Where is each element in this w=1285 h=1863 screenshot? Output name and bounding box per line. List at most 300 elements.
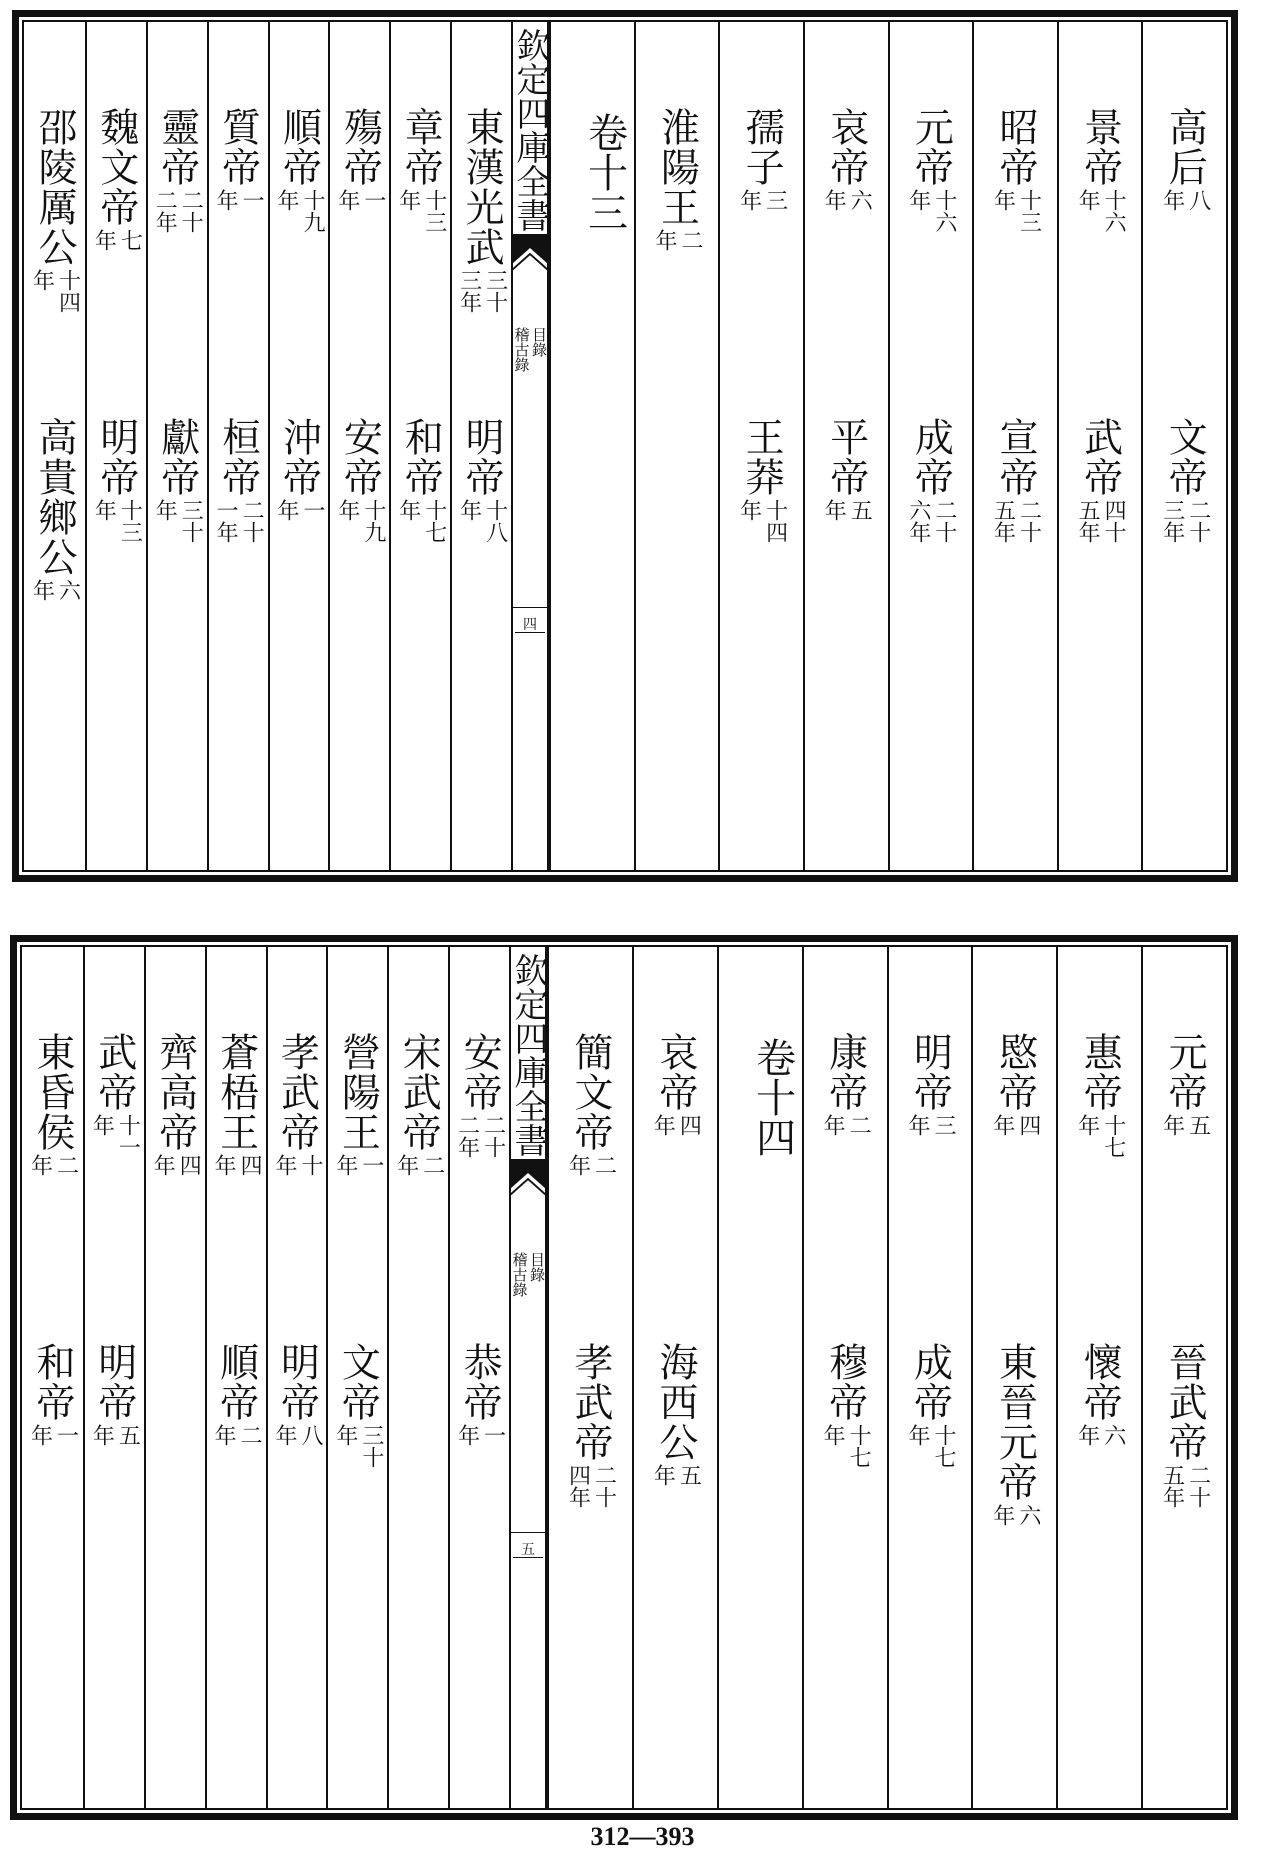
fishtail-mark: [510, 1159, 546, 1195]
reign-entry: [804, 1342, 887, 1468]
ruler-name: 殤帝: [337, 107, 383, 187]
reign-years: [1074, 499, 1126, 543]
fold-subtitle: [513, 327, 547, 372]
text-column: [1056, 947, 1141, 1808]
reign-years-column: 年: [211, 1424, 237, 1446]
ruler-name: 穆帝: [822, 1342, 868, 1422]
reign-years-column: 十七: [1100, 1114, 1126, 1158]
reign-years-column: 二十: [1185, 1464, 1211, 1508]
reign-years: [210, 1154, 262, 1176]
reign-years: [989, 1114, 1041, 1136]
text-column: [268, 22, 329, 870]
page-number: 312—393: [590, 1822, 695, 1851]
fold-subtitle-text: 稽古錄: [510, 1252, 529, 1297]
reign-years: [819, 1424, 871, 1468]
reign-years: [989, 1504, 1041, 1526]
ruler-name: 東漢光武: [459, 107, 505, 267]
reign-entry: [85, 1032, 144, 1158]
reign-entry: [1059, 107, 1142, 233]
reign-entry: [452, 107, 511, 313]
reign-years-column: 十八: [482, 499, 508, 543]
reign-entry: [148, 417, 207, 543]
fold-subtitle-text: 稽古錄: [512, 327, 531, 372]
reign-years: [28, 579, 80, 601]
text-column: [448, 947, 509, 1808]
reign-years-column: 十六: [1101, 189, 1127, 233]
reign-years-column: 二: [846, 1114, 872, 1136]
reign-entry: [1058, 1342, 1141, 1446]
reign-years: [332, 1154, 384, 1176]
ruler-name: 高貴鄉公: [31, 417, 77, 577]
reign-years-column: 年: [395, 189, 421, 211]
reign-years-column: 年: [1159, 189, 1185, 211]
reign-years-column: 十: [297, 1154, 323, 1176]
ruler-name: 淮陽王: [654, 107, 700, 227]
reign-years-column: 年: [650, 1114, 676, 1136]
reign-years-column: 一: [480, 1424, 506, 1446]
ruler-name: 獻帝: [154, 417, 200, 497]
reign-entry: [328, 1342, 387, 1468]
reign-years-column: 二: [237, 1424, 263, 1446]
text-column: [1141, 947, 1226, 1808]
reign-entry: [805, 417, 888, 521]
ruler-name: 武帝: [1077, 417, 1123, 497]
ruler-name: 蒼梧王: [213, 1032, 259, 1152]
reign-years: [989, 189, 1041, 233]
reign-years-column: 十三: [421, 189, 447, 233]
reign-years-column: 八: [297, 1424, 323, 1446]
reign-years: [1159, 189, 1211, 211]
reign-years: [820, 499, 872, 521]
ruler-name: 魏文帝: [93, 107, 139, 227]
reign-years-column: 一: [299, 499, 325, 521]
reign-years-column: 十三: [1016, 189, 1042, 233]
text-column: [207, 22, 268, 870]
text-column: [887, 947, 972, 1808]
text-column: [972, 22, 1057, 870]
reign-entry: [22, 1032, 83, 1176]
ruler-name: 惠帝: [1077, 1032, 1123, 1112]
reign-years-column: 年: [990, 189, 1016, 211]
ruler-name: 安帝: [337, 417, 383, 497]
text-column: [971, 947, 1056, 1808]
reign-years: [1159, 1114, 1211, 1136]
reign-years-column: 二年: [454, 1114, 480, 1158]
reign-years-column: 年: [150, 1154, 176, 1176]
reign-years-column: 年: [650, 1464, 676, 1486]
reign-entry: [450, 1342, 509, 1446]
reign-entry: [24, 417, 85, 601]
ruler-name: 明帝: [907, 1032, 953, 1112]
reign-entry: [391, 107, 450, 233]
reign-years-column: 二十: [178, 189, 204, 233]
reign-entry: [450, 1032, 509, 1158]
reign-years-column: 年: [152, 499, 178, 521]
reign-years-column: 十四: [762, 499, 788, 543]
reign-years: [649, 1114, 701, 1136]
reign-entry: [391, 417, 450, 543]
reign-years-column: 二: [419, 1154, 445, 1176]
ruler-name: 晉武帝: [1162, 1342, 1208, 1462]
reign-years-column: 二十: [239, 499, 265, 543]
reign-years-column: 一: [239, 189, 265, 211]
text-column: [389, 22, 450, 870]
reign-entry: [270, 417, 329, 521]
ruler-name: 成帝: [907, 1342, 953, 1422]
reign-years: [395, 189, 447, 233]
reign-years-column: 一年: [213, 499, 239, 543]
juan-heading: 卷十四: [749, 1037, 796, 1157]
reign-years: [454, 1424, 506, 1446]
reign-entry: [268, 1342, 327, 1446]
reign-entry: [207, 1342, 266, 1446]
reign-years-column: 年: [271, 1424, 297, 1446]
reign-years: [905, 499, 957, 543]
reign-years: [456, 269, 508, 313]
text-column: [328, 22, 389, 870]
reign-years: [564, 1154, 616, 1176]
reign-years-column: 十一: [115, 1114, 141, 1158]
reign-years-column: 五年: [1075, 499, 1101, 543]
text-column: [85, 22, 146, 870]
reign-entry: [890, 107, 973, 233]
reign-years-column: 年: [565, 1154, 591, 1176]
reign-entry: [452, 417, 511, 543]
reign-years-column: 三年: [1159, 499, 1185, 543]
text-column: [547, 947, 632, 1808]
reign-entry: [330, 417, 389, 543]
reign-years-column: 三十: [358, 1424, 384, 1468]
reign-years-column: 四年: [565, 1464, 591, 1508]
reign-years-column: 年: [29, 579, 55, 601]
ruler-name: 靈帝: [154, 107, 200, 187]
reign-years: [273, 499, 325, 521]
reign-years-column: 四: [176, 1154, 202, 1176]
reign-years-column: 年: [395, 499, 421, 521]
fold-column: [509, 947, 547, 1808]
reign-years-column: 五: [1185, 1114, 1211, 1136]
text-column: [450, 22, 511, 870]
fold-subtitle-text: 目錄: [528, 1252, 546, 1282]
reign-entry: [974, 107, 1057, 233]
book-title: 欽定四庫全書: [511, 953, 545, 1163]
text-column: [387, 947, 448, 1808]
reign-years-column: 年: [454, 1424, 480, 1446]
reign-years-column: 年: [989, 1114, 1015, 1136]
reign-years: [90, 229, 142, 251]
reign-years-column: 二十: [480, 1114, 506, 1158]
ruler-name: 平帝: [823, 417, 869, 497]
fold-page-number: 五: [511, 1532, 545, 1559]
reign-years-column: 十七: [930, 1424, 956, 1468]
reign-entry: [268, 1032, 327, 1176]
reign-entry: [720, 107, 803, 211]
text-column: [83, 947, 144, 1808]
reign-years: [454, 1114, 506, 1158]
reign-years-column: 五: [676, 1464, 702, 1486]
reign-years-column: 年: [820, 1424, 846, 1446]
ruler-name: 恭帝: [457, 1342, 503, 1422]
ruler-name: 簡文帝: [567, 1032, 613, 1152]
reign-years: [212, 499, 264, 543]
reign-years-column: 年: [273, 499, 299, 521]
reign-years: [1074, 189, 1126, 233]
ruler-name: 孝武帝: [274, 1032, 320, 1152]
reign-years-column: 六: [55, 579, 81, 601]
reign-entry: [973, 1032, 1056, 1136]
reign-years-column: 四十: [1101, 499, 1127, 543]
reign-entry: [889, 1032, 972, 1136]
reign-years: [88, 1424, 140, 1446]
reign-entry: [890, 417, 973, 543]
reign-years-column: 五年: [990, 499, 1016, 543]
ruler-name: 沖帝: [276, 417, 322, 497]
ruler-name: 昭帝: [992, 107, 1038, 187]
reign-entry: [209, 417, 268, 543]
reign-years-column: 十九: [299, 189, 325, 233]
text-column: [144, 947, 205, 1808]
ruler-name: 營陽王: [335, 1032, 381, 1152]
reign-entry: [549, 1032, 632, 1176]
reign-years: [28, 269, 80, 313]
reign-years: [149, 1154, 201, 1176]
reign-years: [564, 1464, 616, 1508]
reign-years-column: 年: [651, 229, 677, 251]
page-frame-top: [22, 20, 1228, 872]
reign-years-column: 五: [847, 499, 873, 521]
reign-entry: [1143, 107, 1226, 211]
reign-entry: [974, 417, 1057, 543]
reign-years: [456, 499, 508, 543]
reign-years-column: 四: [1015, 1114, 1041, 1136]
reign-years-column: 年: [213, 189, 239, 211]
reign-entry: [24, 107, 85, 313]
reign-years-column: 年: [821, 189, 847, 211]
ruler-name: 哀帝: [652, 1032, 698, 1112]
reign-years-column: 三年: [456, 269, 482, 313]
reign-years-column: 年: [89, 1114, 115, 1136]
juan-heading-column: [549, 22, 634, 870]
reign-years-column: 年: [332, 1424, 358, 1446]
reign-years: [989, 499, 1041, 543]
text-column: [205, 947, 266, 1808]
reign-years-column: 年: [1159, 1114, 1185, 1136]
juan-heading: 卷十三: [581, 112, 628, 232]
reign-years-column: 年: [1075, 189, 1101, 211]
ruler-name: 和帝: [29, 1342, 75, 1422]
reign-years-column: 八: [1185, 189, 1211, 211]
reign-entry: [549, 1342, 632, 1508]
reign-years-column: 三: [762, 189, 788, 211]
reign-years: [1074, 1424, 1126, 1446]
reign-entry: [270, 107, 329, 233]
text-column: [326, 947, 387, 1808]
reign-years-column: 年: [334, 189, 360, 211]
ruler-name: 文帝: [335, 1342, 381, 1422]
reign-years-column: 年: [211, 1154, 237, 1176]
reign-entry: [389, 1032, 448, 1176]
reign-years-column: 十七: [421, 499, 447, 543]
ruler-name: 安帝: [457, 1032, 503, 1112]
ruler-name: 明帝: [459, 417, 505, 497]
reign-years: [334, 189, 386, 211]
ruler-name: 成帝: [908, 417, 954, 497]
page-panel-top: [12, 10, 1238, 882]
reign-years-column: 年: [29, 269, 55, 291]
reign-years: [212, 189, 264, 211]
reign-years-column: 六: [1100, 1424, 1126, 1446]
reign-years-column: 年: [91, 229, 117, 251]
reign-entry: [634, 1342, 717, 1486]
reign-years-column: 五: [115, 1424, 141, 1446]
ruler-name: 桓帝: [215, 417, 261, 497]
reign-years-column: 二: [53, 1154, 79, 1176]
reign-years: [26, 1154, 78, 1176]
reign-years-column: 年: [905, 189, 931, 211]
ruler-name: 元帝: [1162, 1032, 1208, 1112]
reign-years-column: 二: [591, 1154, 617, 1176]
reign-entry: [22, 1342, 83, 1446]
book-title: 欽定四庫全書: [513, 28, 547, 238]
reign-years: [736, 499, 788, 543]
reign-years: [819, 1114, 871, 1136]
juan-heading-column: [717, 947, 802, 1808]
reign-years-column: 年: [332, 1154, 358, 1176]
reign-years-column: 二十: [1016, 499, 1042, 543]
ruler-name: 愍帝: [992, 1032, 1038, 1112]
reign-years-column: 年: [736, 189, 762, 211]
reign-years-column: 十九: [360, 499, 386, 543]
reign-years-column: 六: [847, 189, 873, 211]
reign-entry: [146, 1032, 205, 1176]
ruler-name: 章帝: [398, 107, 444, 187]
reign-years-column: 四: [676, 1114, 702, 1136]
reign-years-column: 一: [358, 1154, 384, 1176]
ruler-name: 東晉元帝: [992, 1342, 1038, 1502]
reign-years: [820, 189, 872, 211]
reign-entry: [1143, 1342, 1226, 1508]
reign-years-column: 年: [989, 1504, 1015, 1526]
reign-entry: [1058, 1032, 1141, 1158]
reign-years-column: 十四: [55, 269, 81, 313]
reign-years: [736, 189, 788, 211]
reign-years-column: 年: [1074, 1114, 1100, 1136]
reign-years-column: 一: [360, 189, 386, 211]
reign-years: [271, 1424, 323, 1446]
reign-years: [651, 229, 703, 251]
reign-years-column: 六: [1015, 1504, 1041, 1526]
ruler-name: 康帝: [822, 1032, 868, 1112]
page-frame-bottom: [20, 945, 1228, 1810]
reign-entry: [87, 107, 146, 251]
ruler-name: 王莽: [739, 417, 785, 497]
reign-years-column: 年: [27, 1424, 53, 1446]
reign-years-column: 年: [820, 1114, 846, 1136]
reign-entry: [634, 1032, 717, 1136]
reign-entry: [1143, 1032, 1226, 1136]
ruler-name: 景帝: [1077, 107, 1123, 187]
reign-entry: [148, 107, 207, 233]
reign-years: [151, 189, 203, 233]
text-column: [1057, 22, 1142, 870]
reign-years-column: 年: [821, 499, 847, 521]
reign-years-column: 二十: [591, 1464, 617, 1508]
reign-entry: [720, 417, 803, 543]
reign-entry: [804, 1032, 887, 1136]
reign-years: [393, 1154, 445, 1176]
reign-years: [905, 189, 957, 233]
reign-years: [1159, 1464, 1211, 1508]
fold-rule: [515, 632, 545, 633]
reign-entry: [87, 417, 146, 543]
ruler-name: 孺子: [739, 107, 785, 187]
ruler-name: 武帝: [91, 1032, 137, 1112]
reign-years: [395, 499, 447, 543]
ruler-name: 質帝: [215, 107, 261, 187]
reign-years-column: 二十: [931, 499, 957, 543]
reign-years-column: 三十: [178, 499, 204, 543]
reign-years-column: 一: [53, 1424, 79, 1446]
reign-entry: [328, 1032, 387, 1176]
reign-years-column: 二年: [152, 189, 178, 233]
reign-years-column: 十三: [117, 499, 143, 543]
reign-years-column: 五年: [1159, 1464, 1185, 1508]
reign-years-column: 年: [273, 189, 299, 211]
reign-years: [1074, 1114, 1126, 1158]
reign-years-column: 年: [904, 1424, 930, 1446]
reign-entry: [1059, 417, 1142, 543]
ruler-name: 明帝: [274, 1342, 320, 1422]
reign-years-column: 年: [456, 499, 482, 521]
reign-years-column: 四: [237, 1154, 263, 1176]
fold-subtitle: [511, 1252, 545, 1297]
ruler-name: 宣帝: [992, 417, 1038, 497]
reign-years: [210, 1424, 262, 1446]
reign-years: [26, 1424, 78, 1446]
reign-years: [649, 1464, 701, 1486]
reign-years-column: 七: [117, 229, 143, 251]
ruler-name: 孝武帝: [567, 1342, 613, 1462]
reign-entry: [973, 1342, 1056, 1526]
reign-years-column: 十六: [931, 189, 957, 233]
reign-years-column: 年: [91, 499, 117, 521]
text-column: [146, 22, 207, 870]
reign-years-column: 二: [677, 229, 703, 251]
fold-page-number: 四: [513, 607, 547, 634]
reign-years: [904, 1424, 956, 1468]
page-panel-bottom: [10, 935, 1238, 1820]
reign-years-column: 年: [904, 1114, 930, 1136]
text-column: [632, 947, 717, 1808]
reign-years-column: 年: [736, 499, 762, 521]
fold-rule: [513, 1557, 543, 1558]
reign-years-column: 年: [271, 1154, 297, 1176]
reign-entry: [209, 107, 268, 211]
fishtail-mark: [512, 234, 548, 270]
fold-column: [511, 22, 549, 870]
reign-entry: [330, 107, 389, 211]
reign-years-column: 年: [89, 1424, 115, 1446]
text-column: [803, 22, 888, 870]
fold-subtitle-text: 目錄: [530, 327, 548, 357]
reign-years-column: 年: [27, 1154, 53, 1176]
ruler-name: 明帝: [93, 417, 139, 497]
reign-entry: [889, 1342, 972, 1468]
text-column: [1141, 22, 1226, 870]
ruler-name: 宋武帝: [396, 1032, 442, 1152]
text-column: [802, 947, 887, 1808]
ruler-name: 順帝: [213, 1342, 259, 1422]
